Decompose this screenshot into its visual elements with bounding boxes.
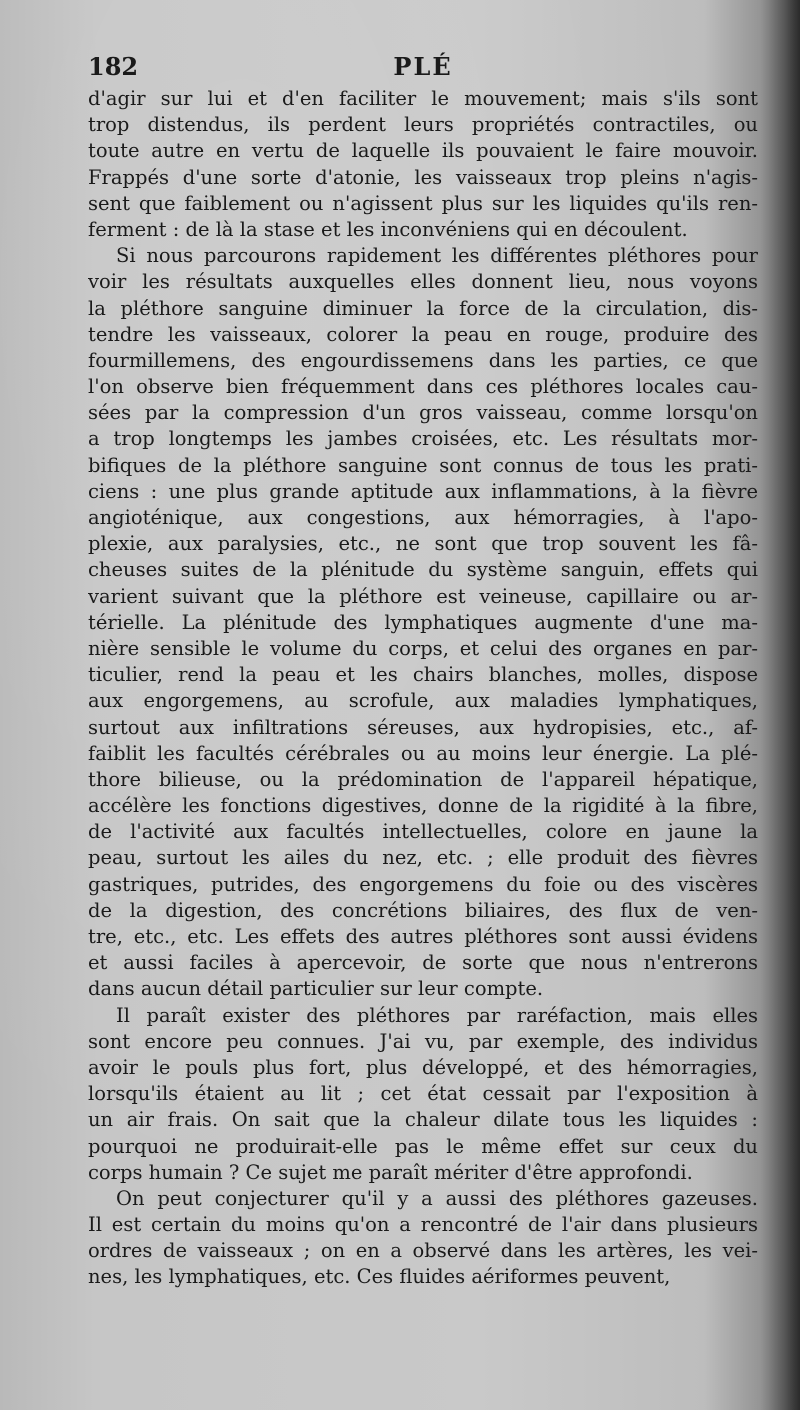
- text-line: sent que faiblement ou n'agissent plus sur les liquides qu'ils ren-: [88, 191, 758, 215]
- text-line: Il est certain du moins qu'on a rencontré de l'air dans plusieurs: [88, 1213, 758, 1237]
- text-line: nes, les lymphatiques, etc. Ces fluides aériformes peuvent,: [88, 1265, 671, 1289]
- text-line: faiblit les facultés cérébrales ou au moins leur énergie. La plé-: [88, 741, 758, 765]
- text-line: de la digestion, des concrétions biliaires, des flux de ven-: [88, 898, 758, 922]
- text-line: accélère les fonctions digestives, donne de la rigidité à la fibre,: [88, 794, 758, 818]
- text-line: et aussi faciles à apercevoir, de sorte que nous n'entrerons: [88, 951, 758, 975]
- page-number: 182: [88, 52, 139, 81]
- text-line: lorsqu'ils étaient au lit ; cet état cessait par l'exposition à: [88, 1082, 758, 1106]
- text-line: bifiques de la pléthore sanguine sont connus de tous les prati-: [88, 453, 758, 477]
- body-text: [88, 86, 758, 1291]
- text-line: a trop longtemps les jambes croisées, etc. Les résultats mor-: [88, 427, 758, 451]
- text-line: On peut conjecturer qu'il y a aussi des pléthores gazeuses.: [116, 1186, 758, 1210]
- text-line: thore bilieuse, ou la prédomination de l'appareil hépatique,: [88, 767, 758, 791]
- text-line: Si nous parcourons rapidement les différentes pléthores pour: [116, 244, 758, 268]
- text-line: la pléthore sanguine diminuer la force de la circulation, dis-: [88, 296, 758, 320]
- text-line: varient suivant que la pléthore est veineuse, capillaire ou ar-: [88, 584, 758, 608]
- text-line: corps humain ? Ce sujet me paraît mériter d'être approfondi.: [88, 1160, 693, 1184]
- text-line: Frappés d'une sorte d'atonie, les vaisseaux trop pleins n'agis-: [88, 165, 758, 189]
- text-line: ciens : une plus grande aptitude aux inflammations, à la fièvre: [88, 479, 758, 503]
- text-line: aux engorgemens, au scrofule, aux maladies lymphatiques,: [88, 689, 758, 713]
- text-line: avoir le pouls plus fort, plus développé, et des hémorragies,: [88, 1055, 758, 1079]
- text-line: de l'activité aux facultés intellectuelles, colore en jaune la: [88, 820, 758, 844]
- text-line: sont encore peu connues. J'ai vu, par exemple, des individus: [88, 1029, 758, 1053]
- text-line: tendre les vaisseaux, colorer la peau en rouge, produire des: [88, 322, 758, 346]
- text-line: voir les résultats auxquelles elles donnent lieu, nous voyons: [88, 270, 758, 294]
- text-line: Il paraît exister des pléthores par raréfaction, mais elles: [116, 1003, 758, 1027]
- text-line: surtout aux infiltrations séreuses, aux hydropisies, etc., af-: [88, 715, 758, 739]
- text-line: ordres de vaisseaux ; on en a observé dans les artères, les vei-: [88, 1239, 758, 1263]
- text-line: d'agir sur lui et d'en faciliter le mouvement; mais s'ils sont: [88, 87, 758, 110]
- text-line: plexie, aux paralysies, etc., ne sont que trop souvent les fâ-: [88, 532, 758, 556]
- text-line: peau, surtout les ailes du nez, etc. ; elle produit des fièvres: [88, 846, 758, 870]
- text-line: toute autre en vertu de laquelle ils pouvaient le faire mouvoir.: [88, 139, 758, 163]
- text-line: sées par la compression d'un gros vaisseau, comme lorsqu'on: [88, 401, 758, 425]
- text-line: térielle. La plénitude des lymphatiques augmente d'une ma-: [88, 610, 758, 634]
- paragraph: [88, 86, 758, 243]
- running-head: PLÉ: [393, 52, 453, 81]
- text-line: gastriques, putrides, des engorgemens du foie ou des viscères: [88, 872, 758, 896]
- text-line: ferment : de là la stase et les inconvéniens qui en découlent.: [88, 217, 688, 241]
- page-header: [88, 52, 758, 86]
- text-line: fourmillemens, des engourdissemens dans les parties, ce que: [88, 348, 758, 372]
- text-line: cheuses suites de la plénitude du système sanguin, effets qui: [88, 558, 758, 582]
- text-line: ticulier, rend la peau et les chairs blanches, molles, dispose: [88, 663, 758, 687]
- text-line: l'on observe bien fréquemment dans ces pléthores locales cau-: [88, 375, 758, 399]
- paragraph: [88, 243, 758, 1002]
- text-line: un air frais. On sait que la chaleur dilate tous les liquides :: [88, 1108, 758, 1132]
- text-line: tre, etc., etc. Les effets des autres pléthores sont aussi évidens: [88, 925, 758, 948]
- text-line: dans aucun détail particulier sur leur compte.: [88, 977, 544, 1001]
- text-line: nière sensible le volume du corps, et celui des organes en par-: [88, 636, 758, 660]
- paragraph: [88, 1003, 758, 1186]
- paragraph: [88, 1186, 758, 1291]
- text-line: trop distendus, ils perdent leurs propriétés contractiles, ou: [88, 113, 758, 137]
- text-line: pourquoi ne produirait-elle pas le même effet sur ceux du: [88, 1134, 758, 1158]
- text-line: angioténique, aux congestions, aux hémorragies, à l'apo-: [88, 506, 758, 529]
